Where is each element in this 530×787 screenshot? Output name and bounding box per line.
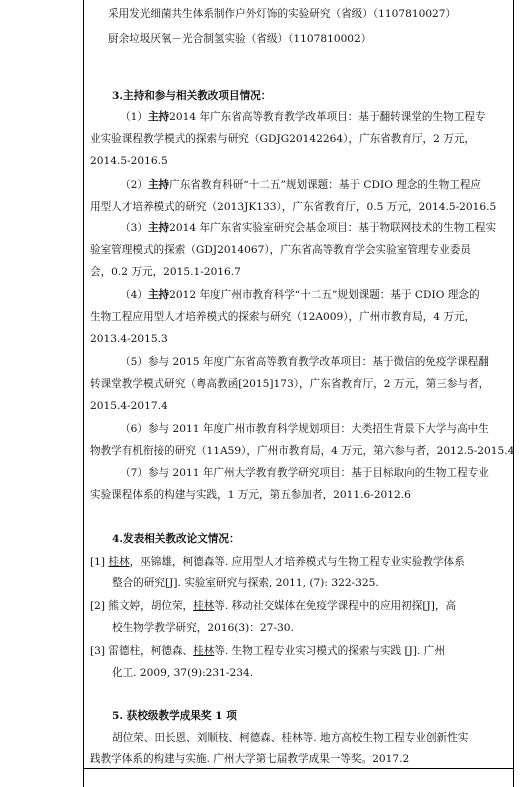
project-item: 采用发光细菌共生体系制作户外灯饰的实验研究（省级）（1107810027） (108, 8, 457, 20)
list-item: （2）主持广东省教育科研“十二五”规划课题：基于 CDIO 理念的生物工程应 (120, 179, 482, 191)
reference-continuation: 整合的研究[J]. 实验室研究与探索, 2011, (7): 322-325. (112, 577, 379, 589)
reference-item: [3] 雷德柱，柯德森、桂林等. 生物工程专业实习模式的探索与实践 [J]. 广州 (90, 645, 445, 657)
list-item-continuation: 生物工程应用型人才培养模式的探索与研究（12A009），广州市教育局，4 万元， (90, 311, 476, 323)
list-item: （1）主持2014 年广东省高等教育教学改革项目：基于翻转课堂的生物工程专 (120, 111, 486, 123)
list-item-continuation: 业实验课程教学模式的探索与研究（GDJG20142264），广东省教育厅，2 万元， (90, 133, 476, 145)
section-4-title: 4.发表相关教改论文情况： (112, 533, 240, 545)
list-item-continuation: 实验课程体系的构建与实践，1 万元，第五参加者，2011.6-2012.6 (90, 489, 411, 501)
award-text: 胡位荣、田长恩、刘顺枝、柯德森、桂林等. 地方高校生物工程专业创新性实 (112, 732, 469, 744)
table-left-border (83, 0, 84, 787)
reference-item: [2] 熊文婷，胡位荣，桂林等. 移动社交媒体在免疫学课程中的应用初探[J]，高 (90, 600, 457, 612)
list-item-continuation: 物教学有机衔接的研究（11A59），广州市教育局，4 万元，第六参与者，2012.5-2015.4 (90, 445, 515, 457)
list-item-continuation: 验室管理模式的探索（GDJ2014067），广东省高等教育学会实验室管理专业委员 (90, 244, 471, 256)
reference-item: [1] 桂林，巫锦雄，柯德森等. 应用型人才培养模式与生物工程专业实验教学体系 (90, 556, 465, 568)
list-item: （3）主持2014 年广东省实验室研究会基金项目：基于物联网技术的生物工程实 (120, 222, 497, 234)
list-item-continuation: 2014.5-2016.5 (90, 155, 168, 167)
table-right-border (513, 0, 514, 787)
list-item: （7）参与 2011 年广州大学教育教学研究项目：基于目标取向的生物工程专业 (120, 467, 489, 479)
list-item-continuation: 会，0.2 万元，2015.1-2016.7 (90, 266, 241, 278)
reference-continuation: 化工. 2009, 37(9):231-234. (112, 667, 254, 679)
list-item: （5）参与 2015 年度广东省高等教育教学改革项目：基于微信的免疫学课程翻 (120, 356, 489, 368)
award-text-continuation: 践教学体系的构建与实施. 广州大学第七届教学成果一等奖。2017.2 (90, 753, 410, 765)
list-item-continuation: 用型人才培养模式的研究（2013JK133），广东省教育厅，0.5 万元，2014.5-2016.5 (90, 201, 497, 213)
section-5-title: 5. 获校级教学成果奖 1 项 (112, 710, 237, 722)
section-3-title: 3.主持和参与相关教改项目情况： (112, 90, 272, 102)
list-item: （6）参与 2011 年度广州市教育科学规划项目：大类招生背景下大学与高中生 (120, 423, 489, 435)
list-item: （4）主持2012 年度广州市教育科学“十二五”规划课题：基于 CDIO 理念的 (120, 289, 480, 301)
reference-continuation: 校生物学教学研究，2016(3)：27-30. (112, 622, 294, 634)
table-bottom-border (83, 768, 514, 769)
list-item-continuation: 2015.4-2017.4 (90, 400, 168, 412)
project-item: 厨余垃圾厌氧－光合制氢实验（省级）（1107810002） (108, 33, 372, 45)
list-item-continuation: 2013.4-2015.3 (90, 333, 168, 345)
list-item-continuation: 转课堂教学模式研究（粤高教函[2015]173），广东省教育厅，2 万元，第三参与者， (90, 378, 490, 390)
